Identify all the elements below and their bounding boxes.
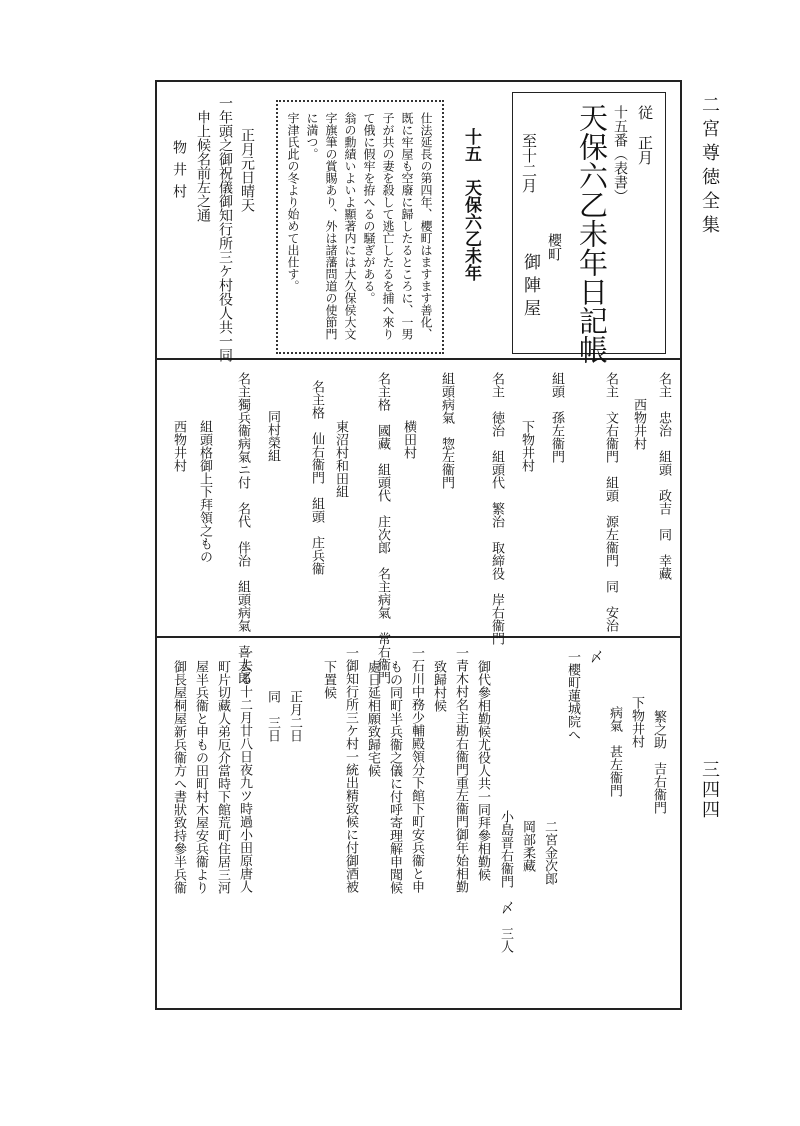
roster-line: 組頭格御上下拜領之もの xyxy=(197,420,212,563)
diary-title: 天保六乙未年日記帳 xyxy=(575,103,609,364)
entry-line: 町片切藏人弟厄介當時下館荒町住居三河 xyxy=(215,660,230,894)
entry-date: 正月二日 xyxy=(287,690,302,742)
roster-line: 名主 忠治 組頭 政吉 同 幸藏 xyxy=(656,372,671,580)
commentary-line-3: 子が共の妻を殺して逃亡したるを捕へ來り xyxy=(381,112,395,340)
divider-2 xyxy=(155,636,680,638)
roster-line: 名主獨兵衞病氣ニ付 名代 伴治 組頭病氣 喜太郎 xyxy=(235,372,250,684)
entry-line: 病氣 甚左衞門 xyxy=(607,706,622,797)
entry-line: 御長屋桐屋新兵衞方へ書狀致持參半兵衞 xyxy=(171,660,186,894)
roster-line: 名主 徳治 組頭代 繁治 取締役 岸右衞門 xyxy=(489,372,504,645)
commentary-line-1: 仕法延長の第四年、櫻町はますます善化、 xyxy=(419,112,433,340)
page-number: 三四四 xyxy=(699,760,720,820)
commentary-line-8: 宇津氏此の冬より始めて出仕す。 xyxy=(286,112,300,292)
commentary-line-5: 翁の勳績いよいよ顯著内には大久保侯大文 xyxy=(343,112,357,340)
entry-line: もの同町半兵衞之儀に付呼寄理解申聞候 xyxy=(387,660,402,894)
commentary-line-6: 字旗筆の賞賜あり、外は諸藩問道の使節門 xyxy=(324,112,338,340)
roster-line: 名主 文右衞門 組頭 源左衞門 同 安治 xyxy=(603,372,618,632)
frame-top xyxy=(155,80,680,82)
roster-line: 名主格 仙右衞門 組頭 庄兵衞 xyxy=(309,380,324,575)
entry-line: 岡部柔藏 xyxy=(520,820,535,872)
entry-line: 一櫻町蓮城院へ xyxy=(565,650,580,741)
entry-date: 正月元日晴天 xyxy=(239,128,255,212)
roster-line: 西物井村 xyxy=(171,420,186,472)
entry-line: 處日延相願致歸宅候 xyxy=(365,660,380,777)
entry-line: 繁之助 吉右衞門 xyxy=(651,710,666,814)
roster-line: 同村榮組 xyxy=(265,410,280,462)
title-place: 櫻町 xyxy=(546,233,562,261)
chapter-heading: 十五 天保六乙未年 xyxy=(461,128,481,281)
book-title: 二宮尊徳全集 xyxy=(699,95,720,239)
entry-line: 〆 xyxy=(587,650,602,663)
entry-line: 小島晋右衞門 〆 三人 xyxy=(498,810,513,953)
roster-line: 横田村 xyxy=(401,420,416,459)
roster-line: 東沼村和田組 xyxy=(333,420,348,498)
roster-line: 下物井村 xyxy=(519,420,534,472)
frame-bottom xyxy=(155,1008,680,1010)
entry-line: 一青木村名主勘右衞門重左衞門御年始相勤 xyxy=(453,646,468,893)
title-volume-number: 十五番（表書） xyxy=(612,105,628,203)
title-office: 御陣屋 xyxy=(520,253,540,322)
entry-line: 申上候名前左之通 xyxy=(195,110,211,222)
entry-line: 二宮金次郎 xyxy=(542,820,557,885)
commentary-line-2: 既に牢屋も空廢に歸したるところに、一男 xyxy=(400,112,414,340)
entry-line: 一年頭之御祝儀御知行所三ケ村役人共一同 xyxy=(217,96,233,362)
village-name: 物井村 xyxy=(171,140,187,206)
frame-left xyxy=(155,80,157,1010)
roster-line: 西物井村 xyxy=(631,398,646,450)
roster-line: 組頭 孫左衞門 xyxy=(549,372,564,463)
entry-line: 致歸村候 xyxy=(431,660,446,712)
diary-title-box xyxy=(512,92,666,364)
entry-date: 同 三日 xyxy=(265,690,280,742)
entry-line: 下置候 xyxy=(321,660,336,699)
title-to-month: 至十二月 xyxy=(520,133,538,193)
entry-line: 一石川中務少輔殿領分下館下町安兵衞と申 xyxy=(409,646,424,893)
commentary-line-4: て俄に假牢を拵へるの騒ぎがある。 xyxy=(362,112,376,304)
entry-line: 御代參相勤候尤役人共一同拜參相勤候 xyxy=(475,660,490,881)
roster-line: 名主格 國藏 組頭代 庄次郎 名主病氣 常右衞門 xyxy=(375,372,390,684)
roster-line: 組頭病氣 惣左衞門 xyxy=(439,372,454,489)
title-from-month: 従 正月 xyxy=(636,105,654,165)
entry-line: 一去る十二月廿八日夜九ツ時過小田原唐人 xyxy=(237,646,252,893)
entry-line: 下物井村 xyxy=(629,696,644,748)
frame-right xyxy=(680,80,682,1010)
commentary-line-7: に満つ。 xyxy=(305,112,319,160)
entry-line: 一御知行所三ケ村一統出精致候に付御酒被 xyxy=(343,646,358,893)
entry-line: 屋半兵衞と申もの田町村木屋安兵衞より xyxy=(193,660,208,894)
